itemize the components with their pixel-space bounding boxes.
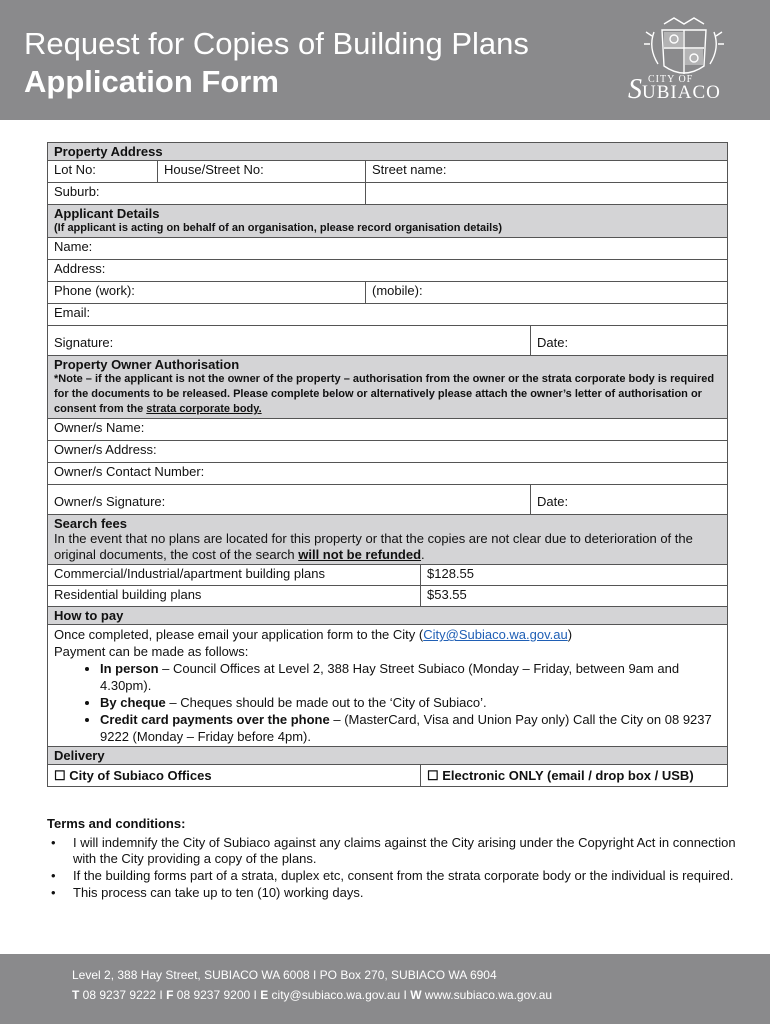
list-item: • Credit card payments over the phone – (MasterCard, Visa and Union Pay only) Call the City on 08 9237 9222 (Monday – Friday before 4pm).	[100, 711, 721, 745]
title-line1: Request for Copies of Building Plans	[24, 26, 529, 61]
fee-row	[48, 586, 728, 607]
application-form-table	[47, 142, 728, 787]
terms-title: Terms and conditions:	[47, 816, 186, 831]
email-instruction: Once completed, please email your application form to the City (City@Subiaco.wa.gov.au)	[54, 627, 573, 642]
search-fees-header: Search fees In the event that no plans are located for this property or that the copies are not clear due to deterioration of the original documents, the cost of the search will not be refunded.	[48, 515, 728, 565]
delivery-header: Delivery	[48, 747, 728, 765]
page-header	[0, 0, 770, 120]
footer-contacts: T 08 9237 9222 I F 08 9237 9200 I E city@subiaco.wa.gov.au I W www.subiaco.wa.gov.au	[72, 988, 553, 1002]
owner-note: *Note – if the applicant is not the owner of the property – authorisation from the owner or the strata corporate body is required for the documents to be released. Please complete below or alternatively please attach the owner’s letter of authorisation or consent from the strata corporate body.	[54, 373, 715, 415]
email-field[interactable]: Email:	[48, 304, 728, 326]
delivery-option-offices[interactable]: ☐ City of Subiaco Offices	[48, 765, 421, 787]
page-footer	[0, 954, 770, 1024]
list-item: • I will indemnify the City of Subiaco against any claims against the City arising under the Copyright Act in connection with the City providing a copy of the plans.	[73, 835, 737, 867]
lot-no-field[interactable]: Lot No:	[48, 161, 158, 183]
owner-date-field[interactable]: Date:	[531, 485, 728, 515]
street-name-field[interactable]: Street name:	[366, 161, 728, 183]
property-address-header: Property Address	[48, 143, 728, 161]
terms-and-conditions	[47, 816, 737, 902]
city-of-subiaco-wordmark: CITY OF SUBIACO	[628, 74, 721, 105]
suburb-blank	[366, 183, 728, 205]
list-item: • If the building forms part of a strata, duplex etc, consent from the strata corporate body or the individual is required.	[73, 868, 737, 884]
fee-label: Commercial/Industrial/apartment building plans	[48, 565, 421, 586]
owner-signature-field[interactable]: Owner/s Signature:	[48, 485, 531, 515]
house-street-no-field[interactable]: House/Street No:	[158, 161, 366, 183]
how-to-pay-header: How to pay	[48, 607, 728, 625]
applicant-details-header: Applicant Details (If applicant is acting on behalf of an organisation, please record organisation details)	[48, 205, 728, 238]
fee-label: Residential building plans	[48, 586, 421, 607]
payment-intro: Payment can be made as follows:	[54, 644, 249, 659]
footer-address: Level 2, 388 Hay Street, SUBIACO WA 6008 I PO Box 270, SUBIACO WA 6904	[72, 968, 497, 982]
owner-name-field[interactable]: Owner/s Name:	[48, 419, 728, 441]
fee-price: $128.55	[421, 565, 728, 586]
owner-contact-field[interactable]: Owner/s Contact Number:	[48, 463, 728, 485]
fee-price: $53.55	[421, 586, 728, 607]
delivery-option-electronic[interactable]: ☐ Electronic ONLY (email / drop box / USB)	[421, 765, 728, 787]
list-item: • By cheque – Cheques should be made out to the ‘City of Subiaco’.	[100, 694, 721, 711]
owner-authorisation-header: Property Owner Authorisation *Note – if the applicant is not the owner of the property – authorisation from the owner or the strata corporate body is required for the documents to be released. Please complete below or alternatively please attach the owner’s letter of authorisation or consent from the strata corporate body.	[48, 356, 728, 419]
name-field[interactable]: Name:	[48, 238, 728, 260]
owner-address-field[interactable]: Owner/s Address:	[48, 441, 728, 463]
how-to-pay-content	[48, 625, 728, 747]
applicant-note: (If applicant is acting on behalf of an organisation, please record organisation details)	[54, 222, 503, 234]
list-item: • This process can take up to ten (10) working days.	[73, 885, 737, 901]
title-line2: Application Form	[24, 64, 279, 99]
fee-row	[48, 565, 728, 586]
suburb-field[interactable]: Suburb:	[48, 183, 366, 205]
signature-field[interactable]: Signature:	[48, 326, 531, 356]
date-field[interactable]: Date:	[531, 326, 728, 356]
search-fees-description: In the event that no plans are located for this property or that the copies are not clear due to deterioration of the original documents, the cost of the search will not be refunded.	[54, 531, 693, 562]
address-field[interactable]: Address:	[48, 260, 728, 282]
phone-work-field[interactable]: Phone (work):	[48, 282, 366, 304]
payment-methods-list	[54, 660, 721, 745]
mobile-field[interactable]: (mobile):	[366, 282, 728, 304]
city-email-link[interactable]: City@Subiaco.wa.gov.au	[423, 627, 568, 642]
list-item: • In person – Council Offices at Level 2, 388 Hay Street Subiaco (Monday – Friday, between 9am and 4.30pm).	[100, 660, 721, 694]
